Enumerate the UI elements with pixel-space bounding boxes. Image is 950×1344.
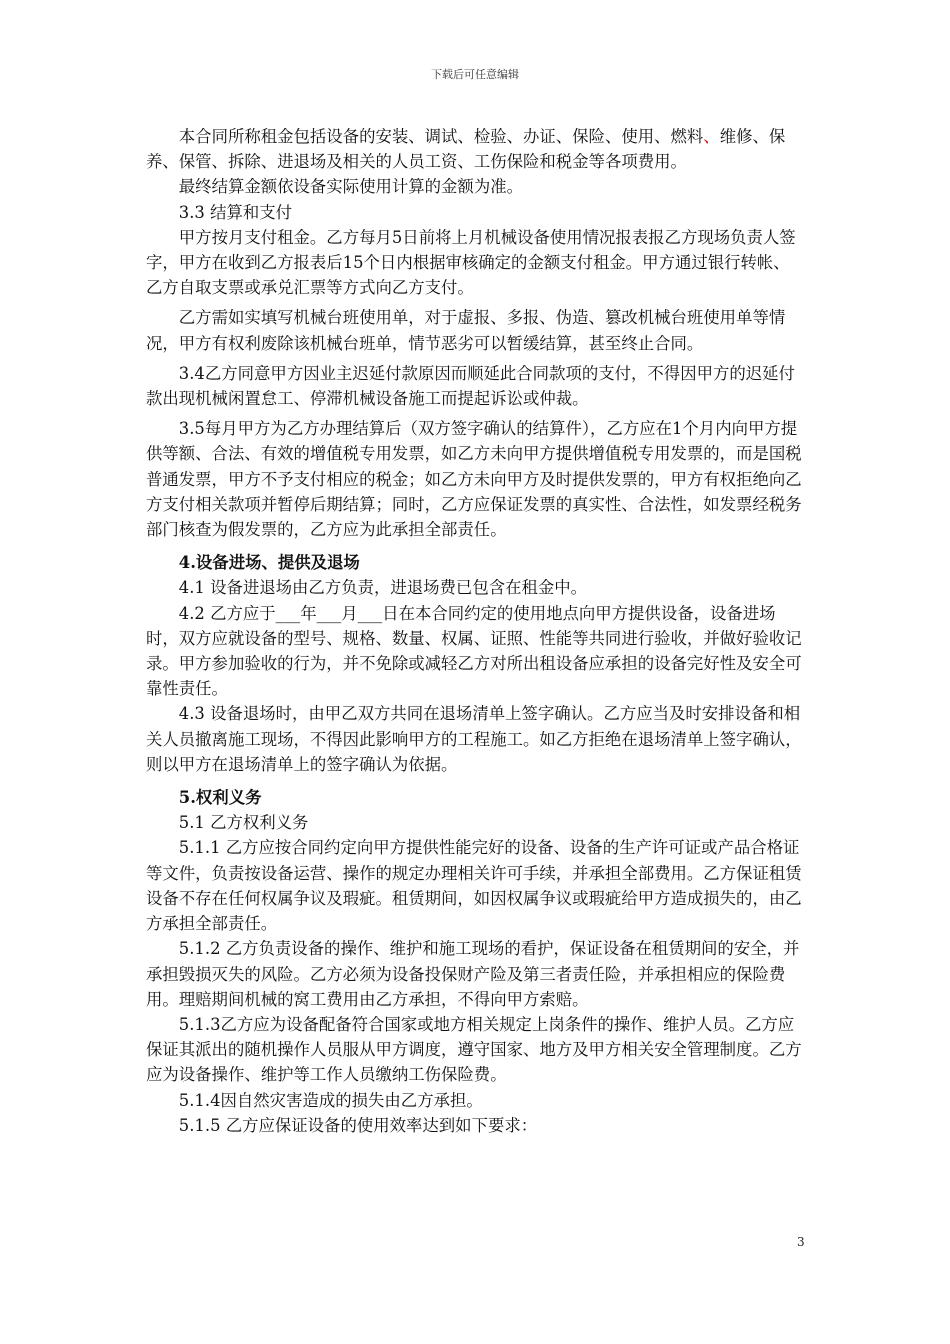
paragraph-3-5: 3.5每月甲方为乙方办理结算后（双方签字确认的结算件），乙方应在1个月内向甲方提供等额、合法、有效的增值税专用发票，如乙方未向甲方提供增值税专用发票的，而是国税普通发票，甲方不予支付相应的税金；如乙方未向甲方及时提供发票的，甲方有权拒绝向乙方支付相关款项并暂停后期结算；同时，乙方应保证发票的真实性、合法性，如发票经税务部门核查为假发票的，乙方应为此承担全部责任。 — [146, 419, 802, 540]
subsection-3-3: 3.3 结算和支付 — [178, 202, 293, 222]
red-punctuation: 、 — [703, 127, 720, 146]
page-header: 下载后可任意编辑 — [431, 68, 519, 81]
paragraph-text: 维修、保养、保管、拆除、进退场及相关的人员工资、工伤保险和税金等各项费用。 — [146, 127, 786, 172]
document-body — [146, 124, 806, 1138]
paragraph-5-1-1: 5.1.1 乙方应按合同约定向甲方提供性能完好的设备、设备的生产许可证或产品合格证等文件，负责按设备运营、操作的规定办理相关许可手续，并承担全部费用。乙方保证租赁设备不存在任何权属争议及瑕疵。租赁期间，如因权属争议或瑕疵给甲方造成损失的，由乙方承担全部责任。 — [146, 838, 802, 934]
section-heading-4: 4.设备进场、提供及退场 — [178, 553, 360, 573]
paragraph-5-1-4: 5.1.4因自然灾害造成的损失由乙方承担。 — [178, 1090, 483, 1110]
paragraph-shift-record: 乙方需如实填写机械台班使用单，对于虚报、多报、伪造、篡改机械台班使用单等情况，甲方有权利废除该机械台班单，情节恶劣可以暂缓结算，甚至终止合同。 — [146, 308, 786, 353]
paragraph-5-1-3: 5.1.3乙方应为设备配备符合国家或地方相关规定上岗条件的操作、维护人员。乙方应保证其派出的随机操作人员服从甲方调度，遵守国家、地方及甲方相关安全管理制度。乙方应为设备操作、维护等工作人员缴纳工伤保险费。 — [146, 1014, 802, 1085]
paragraph-monthly-payment: 甲方按月支付租金。乙方每月5日前将上月机械设备使用情况报表报乙方现场负责人签字，甲方在收到乙方报表后15个日内根据审核确定的金额支付租金。甲方通过银行转帐、乙方自取支票或承兑汇票等方式向乙方支付。 — [146, 227, 796, 298]
paragraph-4-1: 4.1 设备进退场由乙方负责，进退场费已包含在租金中。 — [178, 578, 588, 598]
paragraph-5-1-2: 5.1.2 乙方负责设备的操作、维护和施工现场的看护，保证设备在租赁期间的安全，并承担毁损灭失的风险。乙方必须为设备投保财产险及第三者责任险，并承担相应的保险费用。理赔期间机械的窝工费用由乙方承担，不得向甲方索赔。 — [146, 939, 800, 1009]
paragraph-4-3: 4.3 设备退场时，由甲乙双方共同在退场清单上签字确认。乙方应当及时安排设备和相关人员撤离施工现场，不得因此影响甲方的工程施工。如乙方拒绝在退场清单上签字确认，则以甲方在退场清单上的签字确认为依据。 — [146, 704, 802, 774]
page-number: 3 — [797, 1235, 805, 1249]
paragraph-final-settlement: 最终结算金额依设备实际使用计算的金额为准。 — [178, 177, 523, 197]
section-heading-5: 5.权利义务 — [178, 788, 262, 808]
paragraph-text: 本合同所称租金包括设备的安装、调试、检验、办证、保险、使用、燃料 — [178, 127, 704, 146]
subsection-5-1: 5.1 乙方权利义务 — [178, 813, 309, 833]
paragraph-5-1-5: 5.1.5 乙方应保证设备的使用效率达到如下要求： — [178, 1115, 538, 1135]
paragraph-rent-scope — [146, 124, 806, 174]
paragraph-3-4: 3.4乙方同意甲方因业主迟延付款原因而顺延此合同款项的支付，不得因甲方的迟延付款出现机械闲置怠工、停滞机械设备施工而提起诉讼或仲裁。 — [146, 363, 795, 409]
paragraph-4-2: 4.2 乙方应于___年___月___日在本合同约定的使用地点向甲方提供设备，设备进场时，双方应就设备的型号、规格、数量、权属、证照、性能等共同进行验收，并做好验收记录。甲方参加验收的行为，并不免除或减轻乙方对所出租设备应承担的设备完好性及安全可靠性责任。 — [146, 603, 802, 699]
